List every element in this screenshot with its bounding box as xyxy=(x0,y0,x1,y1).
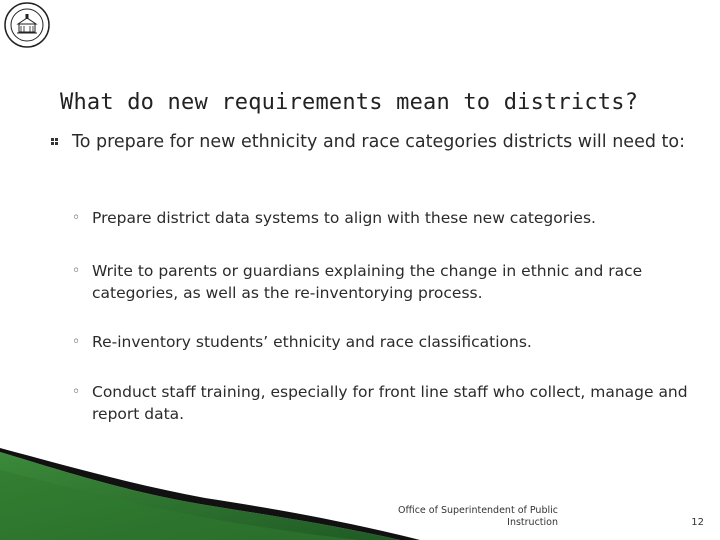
square-bullet-icon xyxy=(50,137,60,147)
sub-bullet-text: Conduct staff training, especially for front line staff who collect, manage and report data. xyxy=(92,383,688,423)
slide-title: What do new requirements mean to districts? xyxy=(60,90,639,115)
footer-office-line2: Instruction xyxy=(507,517,558,528)
state-seal-icon xyxy=(4,2,50,48)
footer-office-line1: Office of Superintendent of Public xyxy=(398,505,558,516)
sub-bullet xyxy=(72,260,692,304)
sub-bullet-text: Write to parents or guardians explaining the change in ethnic and race categories, as well as the re-inventorying process. xyxy=(92,262,643,302)
sub-bullet-marker: ◦ xyxy=(72,334,81,350)
sub-bullet-marker: ◦ xyxy=(72,210,81,226)
sub-bullet-marker: ◦ xyxy=(72,384,81,400)
sub-bullet-marker: ◦ xyxy=(72,263,81,279)
footer-office xyxy=(370,505,558,529)
sub-bullet xyxy=(72,207,692,229)
sub-bullet-text: Prepare district data systems to align with these new categories. xyxy=(92,209,596,227)
main-bullet-text: To prepare for new ethnicity and race categories districts will need to: xyxy=(72,132,685,152)
sub-bullet-text: Re-inventory students’ ethnicity and race classifications. xyxy=(92,333,532,351)
sub-bullet xyxy=(72,381,692,425)
decorative-swoosh xyxy=(0,440,720,540)
page-number: 12 xyxy=(691,517,704,528)
sub-bullet xyxy=(72,331,692,353)
